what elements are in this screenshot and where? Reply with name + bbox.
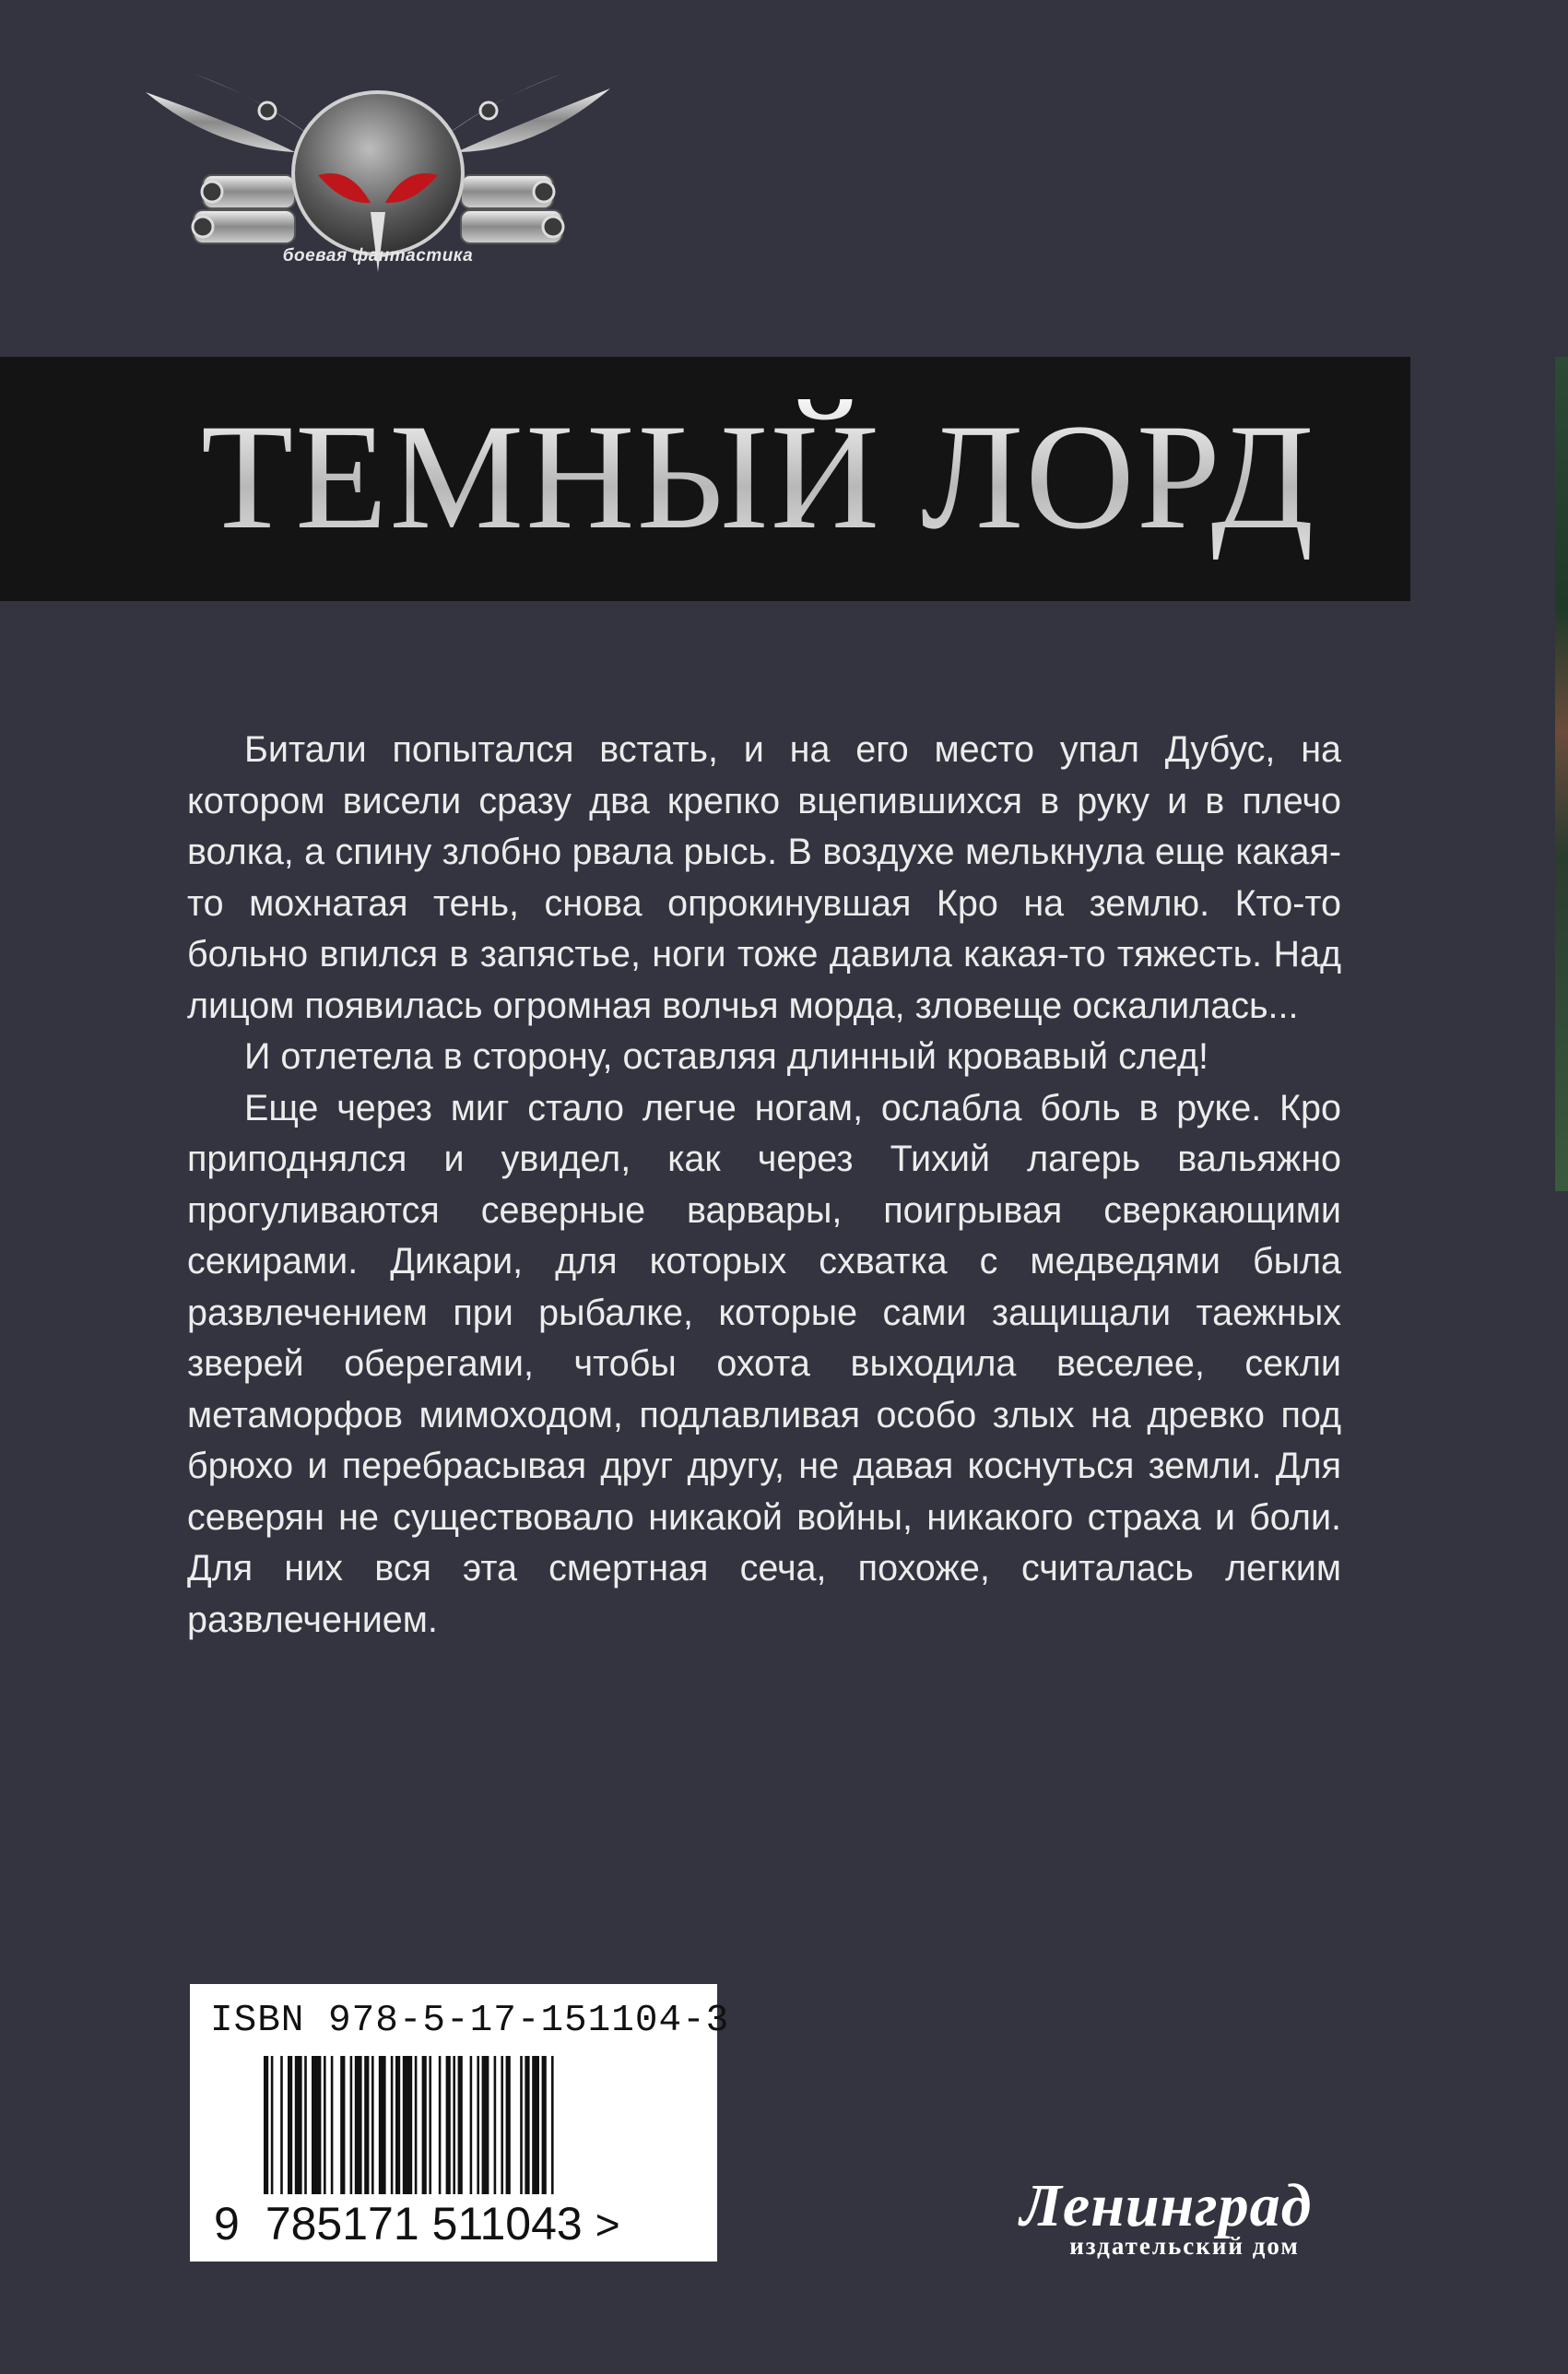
publisher-logo — [991, 2172, 1341, 2270]
barcode-icon — [264, 2056, 642, 2194]
barcode-digit-lead: 9 — [214, 2198, 240, 2250]
blurb-paragraph: Битали попытался встать, и на его место упал Дубус, на котором висели сразу два крепко вцепившихся в руку и в плечо волка, а спину злобно рвала рысь. В воздухе мелькнула еще какая-то мохнатая тень, снова опрокинувшая Кро на землю. Кто-то больно впился в запястье, ноги тоже давила какая-то тяжесть. Над лицом появилась огромная волчья морда, зловеще оскалилась... — [187, 729, 1341, 1026]
publisher-name: Ленинград — [1020, 2172, 1313, 2239]
blurb-paragraph: Еще через миг стало легче ногам, ослабла боль в руке. Кро приподнялся и увидел, как через Тихий лагерь вальяжно прогуливаются северные варвары, поигрывая сверкающими секирами. Дикари, для которых схватка с медведями была развлечением при рыбалке, которые сами защищали таежных зверей оберегами, чтобы охота выходила веселее, секли метаморфов мимоходом, подлавливая особо злых на древко под брюхо и перебрасывая друг другу, не давая коснуться земли. Для северян не существовало никакой войны, никакого страха и боли. Для них вся эта смертная сеча, похоже, считалась легким развлечением. — [187, 1087, 1341, 1640]
isbn-label: ISBN 978-5-17-151104-3 — [210, 2000, 730, 2042]
series-label: боевая фантастика — [282, 246, 474, 266]
barcode-digit-group: 511043 — [431, 2198, 583, 2250]
series-logo — [138, 65, 618, 295]
blurb-text — [187, 725, 1341, 1646]
barcode-box — [190, 1984, 730, 2262]
barcode-digit-group: 785171 — [265, 2198, 419, 2250]
barcode-arrow: > — [595, 2201, 620, 2249]
barcode-digits — [214, 2198, 620, 2250]
front-cover-edge — [1555, 357, 1568, 1191]
publisher-subtitle: издательский дом — [1069, 2232, 1300, 2260]
blurb-paragraph: И отлетела в сторону, оставляя длинный кровавый след! — [244, 1036, 1208, 1077]
book-title: ТЕМНЫЙ ЛОРД — [201, 385, 1315, 570]
